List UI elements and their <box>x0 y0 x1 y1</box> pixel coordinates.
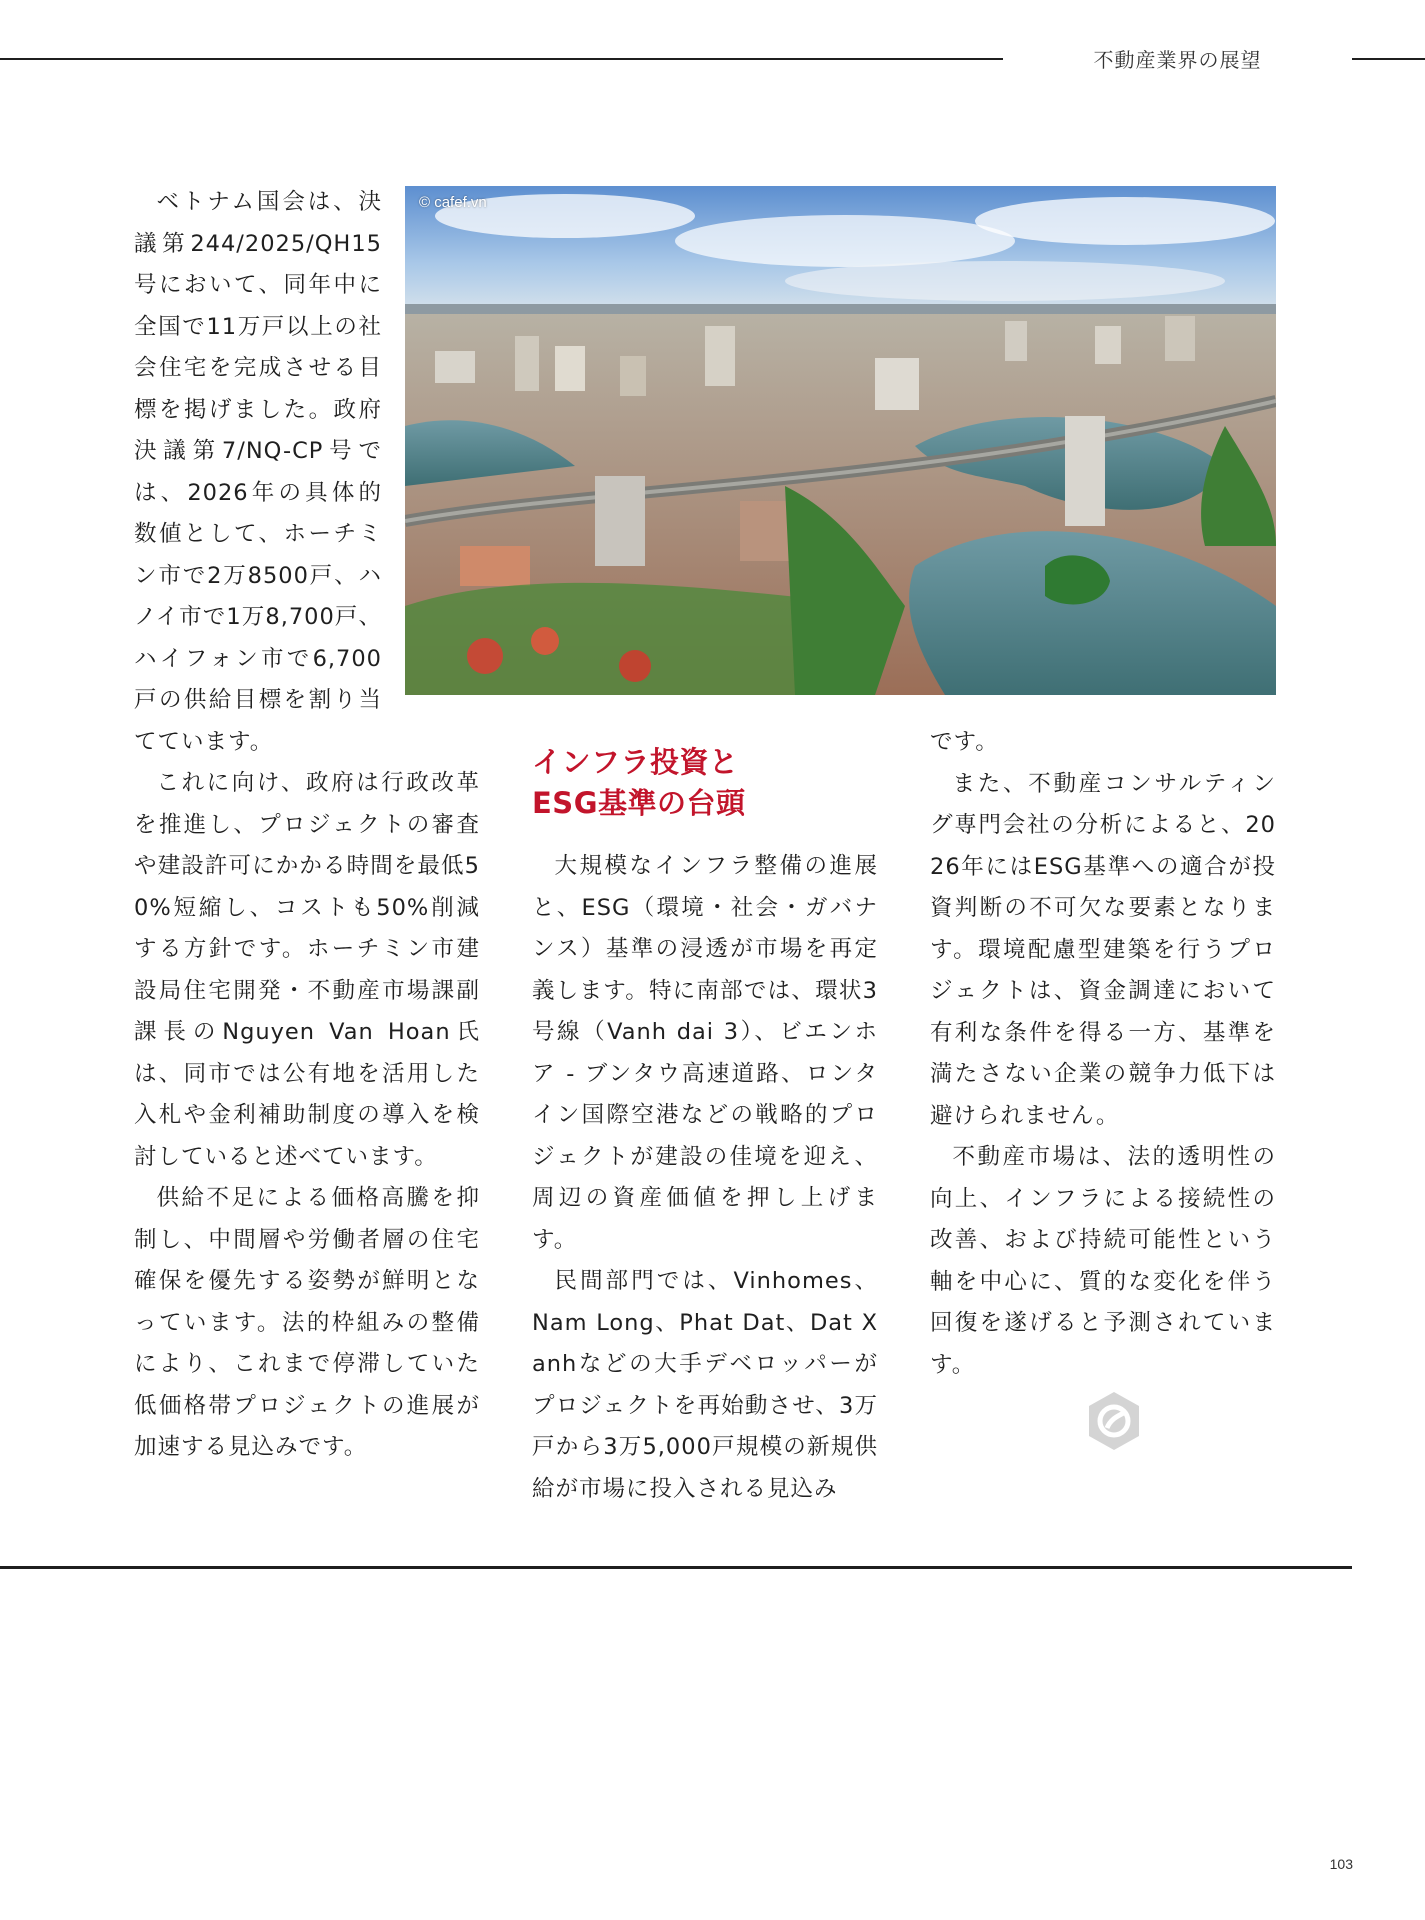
section-heading-line-1: インフラ投資と <box>532 745 739 779</box>
article-paragraph: 供給不足による価格高騰を抑制し、中間層や労働者層の住宅確保を優先する姿勢が鮮明となっています。法的枠組みの整備により、これまで停滞していた低価格帯プロジェクトの進展が加速する見込みです。 <box>134 1185 480 1460</box>
article-column-3 <box>930 722 1276 1386</box>
article-paragraph: これに向け、政府は行政改革を推進し、プロジェクトの審査や建設許可にかかる時間を最低50%短縮し、コストも50%削減する方針です。ホーチミン市建設局住宅開発・不動産市場課副課長のNguyen Van Hoan氏は、同市では公有地を活用した入札や金利補助制度の導入を検討していると述べています。 <box>134 770 480 1170</box>
article-paragraph: 不動産市場は、法的透明性の向上、インフラによる接続性の改善、および持続可能性という軸を中心に、質的な変化を伴う回復を遂げると予測されています。 <box>930 1144 1276 1378</box>
article-column-1-top <box>134 182 382 763</box>
article-column-1-bottom <box>134 763 480 1469</box>
running-header: 不動産業界の展望 <box>1093 48 1262 72</box>
article-paragraph: 民間部門では、Vinhomes、Nam Long、Phat Dat、Dat Xanhなどの大手デベロッパーがプロジェクトを再始動させ、3万戸から3万5,000戸規模の新規供給が市場に投入される見込み <box>532 1268 878 1502</box>
footer-rule <box>0 1566 1352 1569</box>
page-number: 103 <box>1329 1856 1353 1872</box>
article-paragraph: また、不動産コンサルティング専門会社の分析によると、2026年にはESG基準への適合が投資判断の不可欠な要素となります。環境配慮型建築を行うプロジェクトは、資金調達において有利な条件を得る一方、基準を満たさない企業の競争力低下は避けられません。 <box>930 770 1276 1129</box>
article-paragraph: 大規模なインフラ整備の進展と、ESG（環境・社会・ガバナンス）基準の浸透が市場を再定義します。特に南部では、環状3号線（Vanh dai 3）、ビエンホア - ブンタウ高速道路、ロンタイン国際空港などの戦略的プロジェクトが建設の佳境を迎え、周辺の資産価値を押し上げます。 <box>532 853 878 1253</box>
hanoi-aerial-photo <box>405 186 1276 695</box>
section-heading <box>532 742 878 824</box>
section-heading-line-2: ESG基準の台頭 <box>532 786 746 820</box>
article-column-2 <box>532 846 878 1510</box>
header-rule-right <box>1352 58 1425 60</box>
article-paragraph-continuation: です。 <box>930 729 999 755</box>
photo-credit: © cafef.vn <box>419 194 487 211</box>
header-rule-left <box>0 58 1003 60</box>
article-paragraph: ベトナム国会は、決議第244/2025/QH15号において、同年中に全国で11万戸以上の社会住宅を完成させる目標を掲げました。政府決議第7/NQ-CP号では、2026年の具体的数値として、ホーチミン市で2万8500戸、ハノイ市で1万8,700戸、ハイフォン市で6,700戸の供給目標を割り当てています。 <box>134 189 382 755</box>
end-mark-logo-icon <box>1083 1390 1145 1452</box>
